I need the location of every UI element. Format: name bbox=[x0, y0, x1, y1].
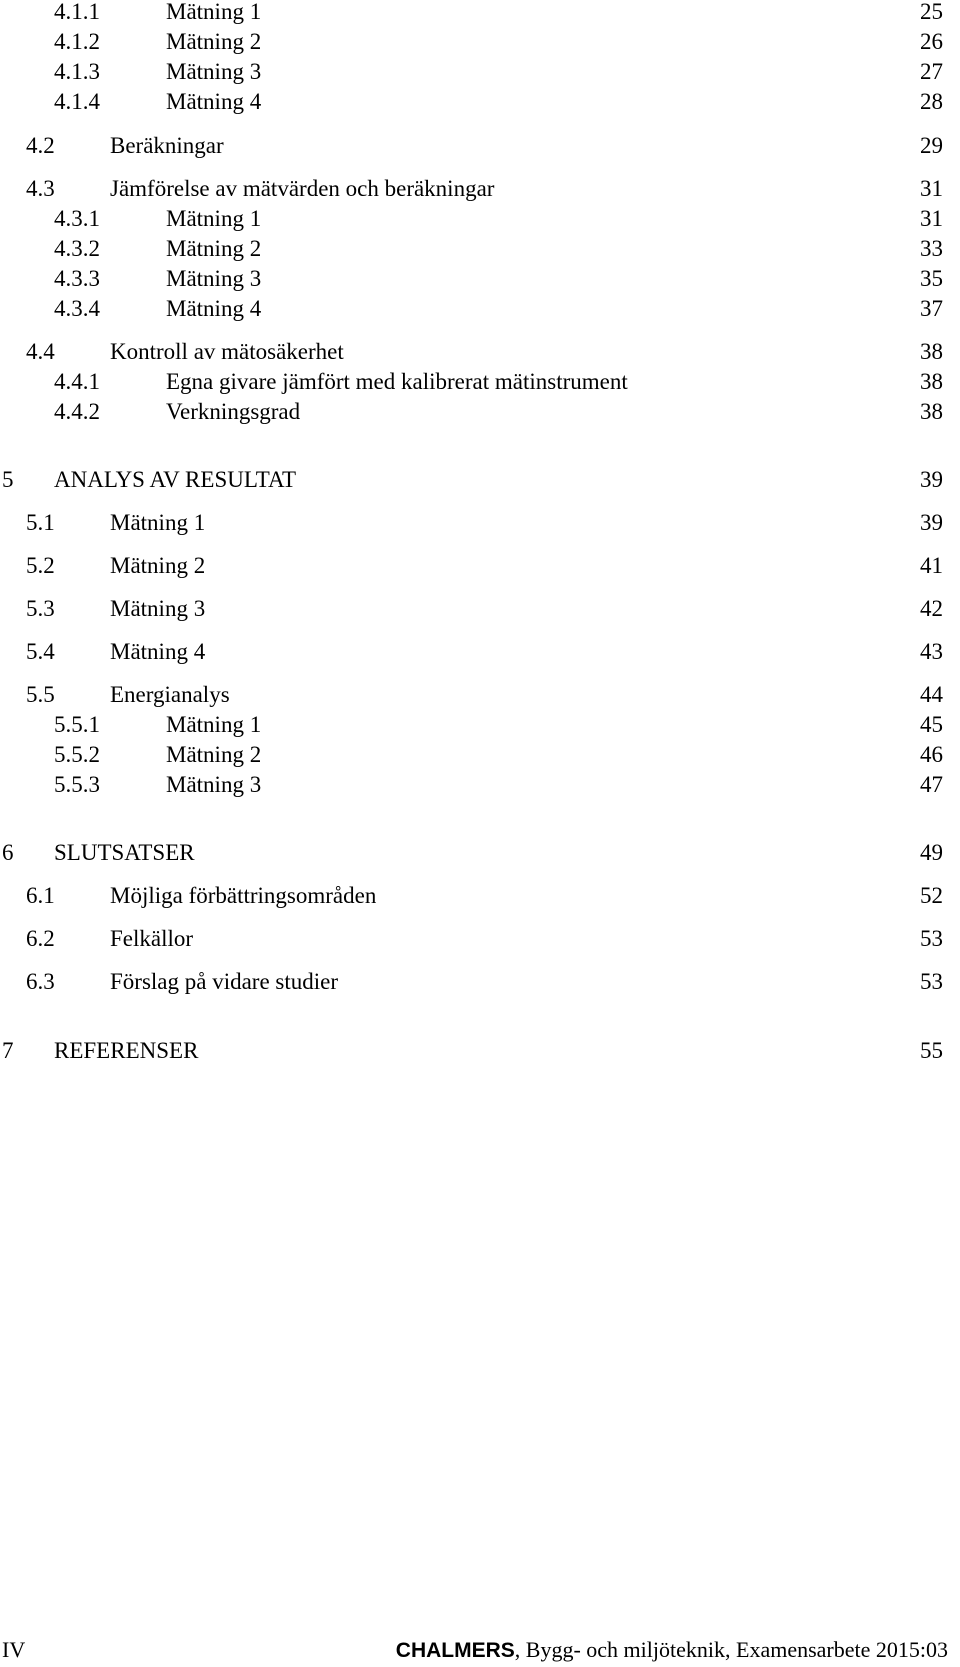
toc-page: 38 bbox=[920, 339, 943, 364]
toc-page: 45 bbox=[920, 712, 943, 737]
toc-page: 38 bbox=[920, 369, 943, 394]
toc-number: 4.4 bbox=[26, 339, 55, 364]
toc-chapter[interactable] bbox=[0, 1036, 960, 1066]
toc-page: 42 bbox=[920, 596, 943, 621]
toc-title: Mätning 4 bbox=[110, 639, 206, 664]
toc-number: 4.1.3 bbox=[54, 59, 100, 84]
toc-title: Mätning 1 bbox=[166, 206, 262, 231]
toc-number: 4.3.4 bbox=[54, 296, 100, 321]
toc-entry[interactable] bbox=[0, 0, 960, 27]
toc-page: 33 bbox=[920, 236, 943, 261]
toc-page: 53 bbox=[920, 926, 943, 951]
toc-entry[interactable] bbox=[0, 131, 960, 161]
toc-entry[interactable] bbox=[0, 234, 960, 264]
toc-title: Förslag på vidare studier bbox=[110, 969, 339, 994]
footer-page-number: IV bbox=[2, 1637, 26, 1662]
toc-number: 5.4 bbox=[26, 639, 55, 664]
toc-entry[interactable] bbox=[0, 637, 960, 667]
toc-number: 4.3.3 bbox=[54, 266, 100, 291]
toc-page: 41 bbox=[920, 553, 943, 578]
toc-title: Beräkningar bbox=[110, 133, 224, 158]
toc-page: 28 bbox=[920, 89, 943, 114]
toc-page: 27 bbox=[920, 59, 943, 84]
toc-title: Mätning 2 bbox=[166, 742, 262, 767]
toc-entry[interactable] bbox=[0, 264, 960, 294]
toc-title: Mätning 2 bbox=[166, 236, 262, 261]
toc-number: 5.3 bbox=[26, 596, 55, 621]
toc-number: 4.2 bbox=[26, 133, 55, 158]
toc-entry[interactable] bbox=[0, 594, 960, 624]
toc-title: Möjliga förbättringsområden bbox=[110, 883, 377, 908]
toc-title: Mätning 3 bbox=[110, 596, 206, 621]
toc-title: Mätning 4 bbox=[166, 296, 262, 321]
toc-number: 4.4.1 bbox=[54, 369, 100, 394]
toc-title: REFERENSER bbox=[54, 1038, 199, 1063]
toc-entry[interactable] bbox=[0, 204, 960, 234]
toc-number: 5.1 bbox=[26, 510, 55, 535]
toc-entry[interactable] bbox=[0, 367, 960, 397]
toc-entry[interactable] bbox=[0, 680, 960, 710]
toc-number: 4.3 bbox=[26, 176, 55, 201]
footer-publication bbox=[396, 1635, 948, 1666]
toc-page: 37 bbox=[920, 296, 943, 321]
toc-title: SLUTSATSER bbox=[54, 840, 195, 865]
toc-page: 31 bbox=[920, 176, 943, 201]
toc-number: 4.1.4 bbox=[54, 89, 100, 114]
toc-page: 38 bbox=[920, 399, 943, 424]
toc-title: Mätning 2 bbox=[110, 553, 206, 578]
toc-entry[interactable] bbox=[0, 881, 960, 911]
toc-title: Kontroll av mätosäkerhet bbox=[110, 339, 344, 364]
toc-entry[interactable] bbox=[0, 508, 960, 538]
toc-page: 35 bbox=[920, 266, 943, 291]
toc-entry[interactable] bbox=[0, 770, 960, 800]
toc-title: Mätning 1 bbox=[166, 0, 262, 24]
toc-title: Jämförelse av mätvärden och beräkningar bbox=[110, 176, 495, 201]
toc-page: 46 bbox=[920, 742, 943, 767]
toc-entry[interactable] bbox=[0, 924, 960, 954]
toc-number: 6.2 bbox=[26, 926, 55, 951]
toc-number: 5.5.2 bbox=[54, 742, 100, 767]
toc-title: Verkningsgrad bbox=[166, 399, 301, 424]
toc-number: 5.5 bbox=[26, 682, 55, 707]
toc-number: 7 bbox=[2, 1038, 14, 1063]
toc-title: Mätning 1 bbox=[110, 510, 206, 535]
toc-page: 26 bbox=[920, 29, 943, 54]
toc-page: 39 bbox=[920, 510, 943, 535]
toc-number: 4.1.1 bbox=[54, 0, 100, 24]
toc-entry[interactable] bbox=[0, 551, 960, 581]
toc-title: ANALYS AV RESULTAT bbox=[54, 467, 297, 492]
toc-number: 4.1.2 bbox=[54, 29, 100, 54]
toc-title: Egna givare jämfört med kalibrerat mätinstrument bbox=[166, 369, 628, 394]
toc-entry[interactable] bbox=[0, 87, 960, 117]
toc-entry[interactable] bbox=[0, 337, 960, 367]
toc-title: Felkällor bbox=[110, 926, 194, 951]
toc-number: 6.3 bbox=[26, 969, 55, 994]
toc-page: 55 bbox=[920, 1038, 943, 1063]
toc-page: 53 bbox=[920, 969, 943, 994]
toc-number: 6.1 bbox=[26, 883, 55, 908]
toc-number: 6 bbox=[2, 840, 14, 865]
toc-chapter[interactable] bbox=[0, 838, 960, 868]
toc-entry[interactable] bbox=[0, 57, 960, 87]
toc-title: Mätning 3 bbox=[166, 772, 262, 797]
toc-title: Mätning 2 bbox=[166, 29, 262, 54]
toc-page: 52 bbox=[920, 883, 943, 908]
toc-entry[interactable] bbox=[0, 967, 960, 997]
footer-text: , Bygg- och miljöteknik, Examensarbete 2015:03 bbox=[514, 1637, 948, 1662]
toc-page: 25 bbox=[920, 0, 943, 24]
toc-number: 5 bbox=[2, 467, 14, 492]
toc-page: 44 bbox=[920, 682, 943, 707]
toc-entry[interactable] bbox=[0, 397, 960, 427]
toc-chapter[interactable] bbox=[0, 465, 960, 495]
toc-number: 5.5.1 bbox=[54, 712, 100, 737]
toc-page: 47 bbox=[920, 772, 943, 797]
footer-brand: CHALMERS bbox=[395, 1639, 515, 1662]
toc-title: Mätning 1 bbox=[166, 712, 262, 737]
toc-entry[interactable] bbox=[0, 710, 960, 740]
toc-page: 39 bbox=[920, 467, 943, 492]
toc-title: Energianalys bbox=[110, 682, 230, 707]
toc-page: 29 bbox=[920, 133, 943, 158]
toc-entry[interactable] bbox=[0, 294, 960, 324]
toc-page: 49 bbox=[920, 840, 943, 865]
toc-page: 31 bbox=[920, 206, 943, 231]
toc-number: 4.3.2 bbox=[54, 236, 100, 261]
page-footer bbox=[0, 1635, 960, 1665]
toc-entry[interactable] bbox=[0, 174, 960, 204]
toc-entry[interactable] bbox=[0, 27, 960, 57]
toc-title: Mätning 3 bbox=[166, 266, 262, 291]
toc-number: 5.2 bbox=[26, 553, 55, 578]
toc-title: Mätning 3 bbox=[166, 59, 262, 84]
toc-number: 4.4.2 bbox=[54, 399, 100, 424]
toc-page: 43 bbox=[920, 639, 943, 664]
toc-title: Mätning 4 bbox=[166, 89, 262, 114]
toc-number: 5.5.3 bbox=[54, 772, 100, 797]
toc-entry[interactable] bbox=[0, 740, 960, 770]
toc-number: 4.3.1 bbox=[54, 206, 100, 231]
